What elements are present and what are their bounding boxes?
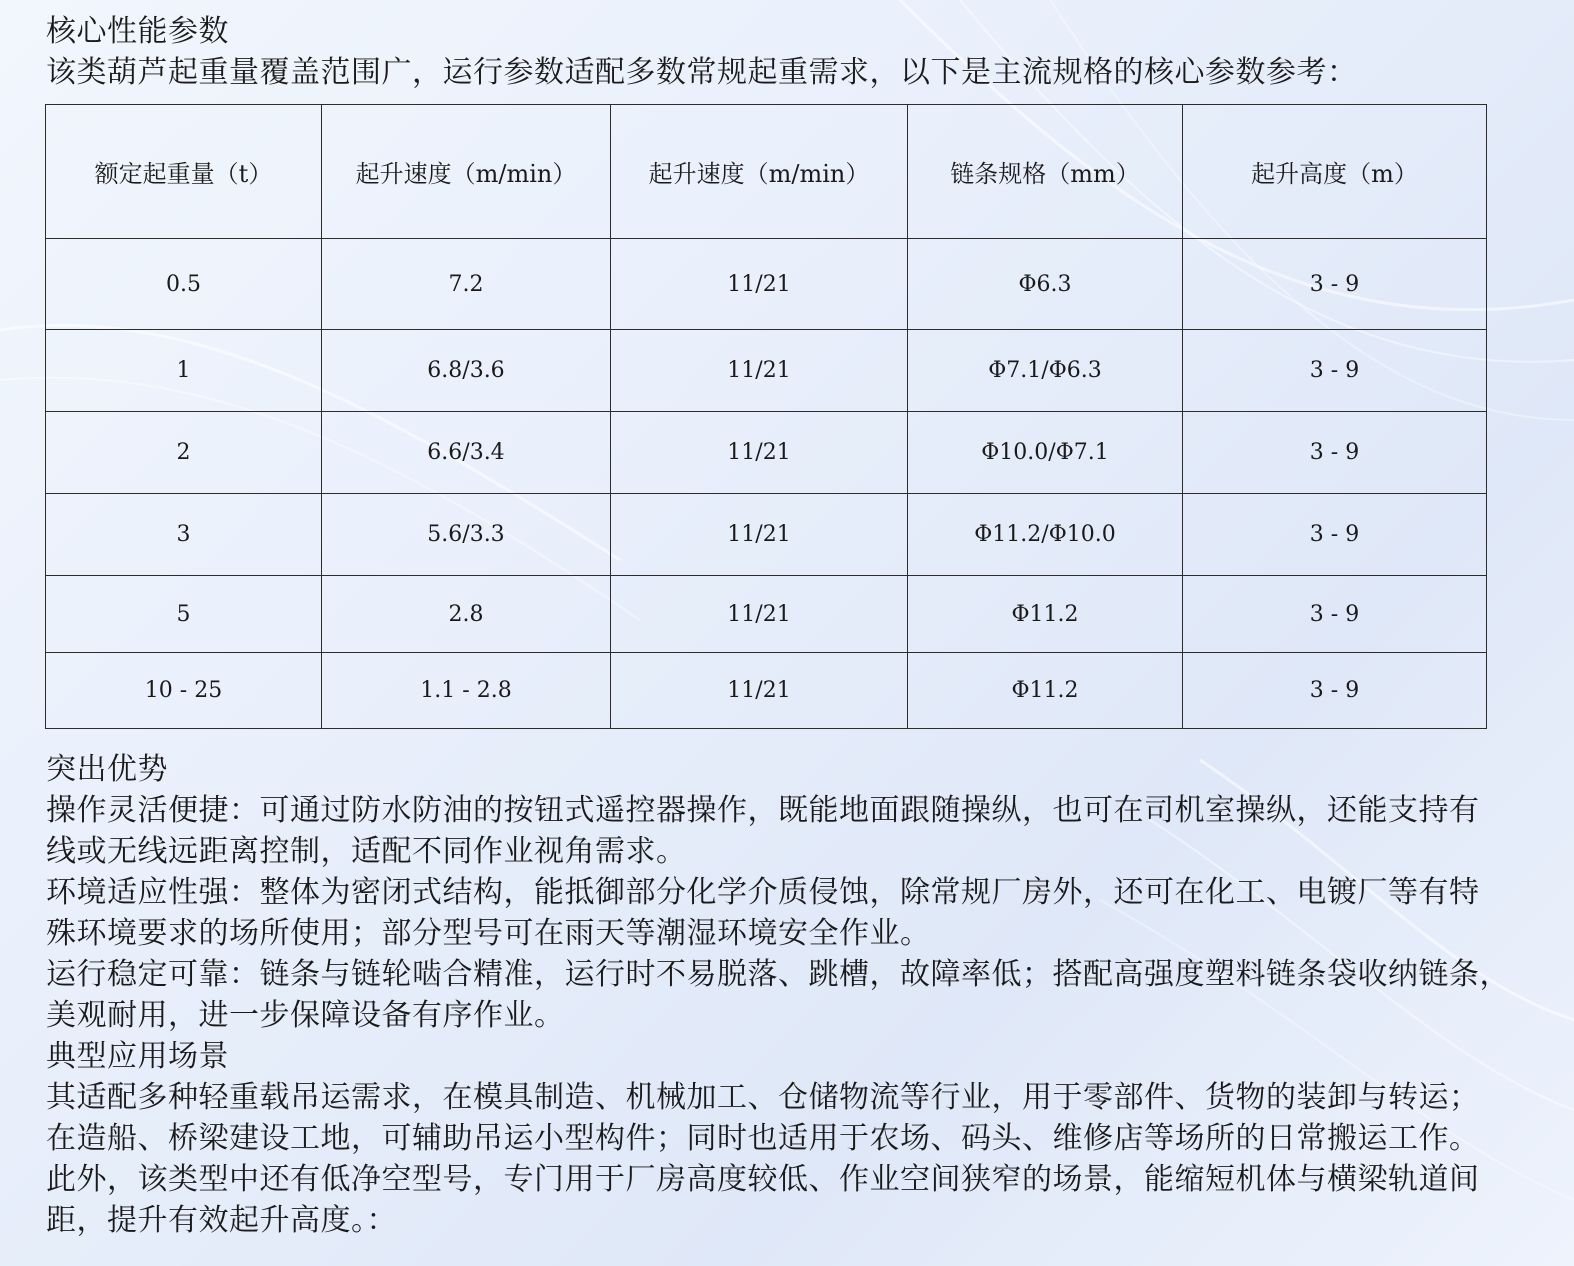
table-cell: 11/21 [611, 576, 908, 653]
table-cell: 1.1 - 2.8 [322, 653, 611, 729]
scenario-line: 其适配多种轻重载吊运需求，在模具制造、机械加工、仓储物流等行业，用于零部件、货物的装卸与转运； [46, 1080, 1480, 1115]
table-header-row [46, 105, 1487, 239]
header-chain-spec: 链条规格（mm） [908, 105, 1183, 239]
table-cell: 11/21 [611, 330, 908, 412]
advantage-line: 线或无线远距离控制，适配不同作业视角需求。 [46, 834, 687, 869]
advantages-heading: 突出优势 [46, 752, 168, 787]
params-intro: 该类葫芦起重量覆盖范围广，运行参数适配多数常规起重需求，以下是主流规格的核心参数参考： [46, 55, 1358, 90]
table-cell: Φ10.0/Φ7.1 [908, 412, 1183, 494]
table-cell: Φ7.1/Φ6.3 [908, 330, 1183, 412]
table-cell: 10 - 25 [46, 653, 322, 729]
advantage-line: 环境适应性强：整体为密闭式结构，能抵御部分化学介质侵蚀，除常规厂房外，还可在化工、电镀厂等有特 [46, 875, 1480, 910]
table-cell: 2.8 [322, 576, 611, 653]
table-cell: 6.6/3.4 [322, 412, 611, 494]
scenario-line: 在造船、桥梁建设工地，可辅助吊运小型构件；同时也适用于农场、码头、维修店等场所的日常搬运工作。 [46, 1121, 1480, 1156]
table-cell: 3 - 9 [1183, 576, 1487, 653]
scenarios-heading: 典型应用场景 [46, 1039, 229, 1074]
table-cell: Φ11.2/Φ10.0 [908, 494, 1183, 576]
table-row [46, 494, 1487, 576]
table-row [46, 239, 1487, 330]
table-cell: 3 - 9 [1183, 239, 1487, 330]
table-row [46, 412, 1487, 494]
table-cell: 6.8/3.6 [322, 330, 611, 412]
table-cell: 1 [46, 330, 322, 412]
table-cell: 11/21 [611, 494, 908, 576]
table-cell: 3 - 9 [1183, 412, 1487, 494]
header-lift-speed: 起升速度（m/min） [322, 105, 611, 239]
table-cell: 5.6/3.3 [322, 494, 611, 576]
advantage-line: 殊环境要求的场所使用；部分型号可在雨天等潮湿环境安全作业。 [46, 916, 931, 951]
advantage-line: 运行稳定可靠：链条与链轮啮合精准，运行时不易脱落、跳槽，故障率低；搭配高强度塑料链条袋收纳链条， [46, 957, 1510, 992]
table-cell: 3 - 9 [1183, 330, 1487, 412]
table-row [46, 576, 1487, 653]
table-cell: 3 - 9 [1183, 494, 1487, 576]
spec-table [45, 104, 1487, 729]
advantage-line: 操作灵活便捷：可通过防水防油的按钮式遥控器操作，既能地面跟随操纵，也可在司机室操纵，还能支持有 [46, 793, 1480, 828]
params-heading: 核心性能参数 [46, 14, 229, 49]
advantage-line: 美观耐用，进一步保障设备有序作业。 [46, 998, 565, 1033]
header-lift-height: 起升高度（m） [1183, 105, 1487, 239]
table-cell: 7.2 [322, 239, 611, 330]
scenario-line: 距，提升有效起升高度。： [46, 1203, 397, 1238]
header-rated-load: 额定起重量（t） [46, 105, 322, 239]
scenario-line: 此外，该类型中还有低净空型号，专门用于厂房高度较低、作业空间狭窄的场景，能缩短机体与横梁轨道间 [46, 1162, 1480, 1197]
table-cell: 2 [46, 412, 322, 494]
table-row [46, 653, 1487, 729]
header-lift-speed-2: 起升速度（m/min） [611, 105, 908, 239]
table-cell: 3 - 9 [1183, 653, 1487, 729]
table-row [46, 330, 1487, 412]
table-cell: 3 [46, 494, 322, 576]
table-cell: 11/21 [611, 239, 908, 330]
table-cell: 11/21 [611, 653, 908, 729]
table-cell: Φ6.3 [908, 239, 1183, 330]
table-cell: Φ11.2 [908, 653, 1183, 729]
table-cell: 11/21 [611, 412, 908, 494]
table-cell: 0.5 [46, 239, 322, 330]
table-cell: 5 [46, 576, 322, 653]
table-cell: Φ11.2 [908, 576, 1183, 653]
